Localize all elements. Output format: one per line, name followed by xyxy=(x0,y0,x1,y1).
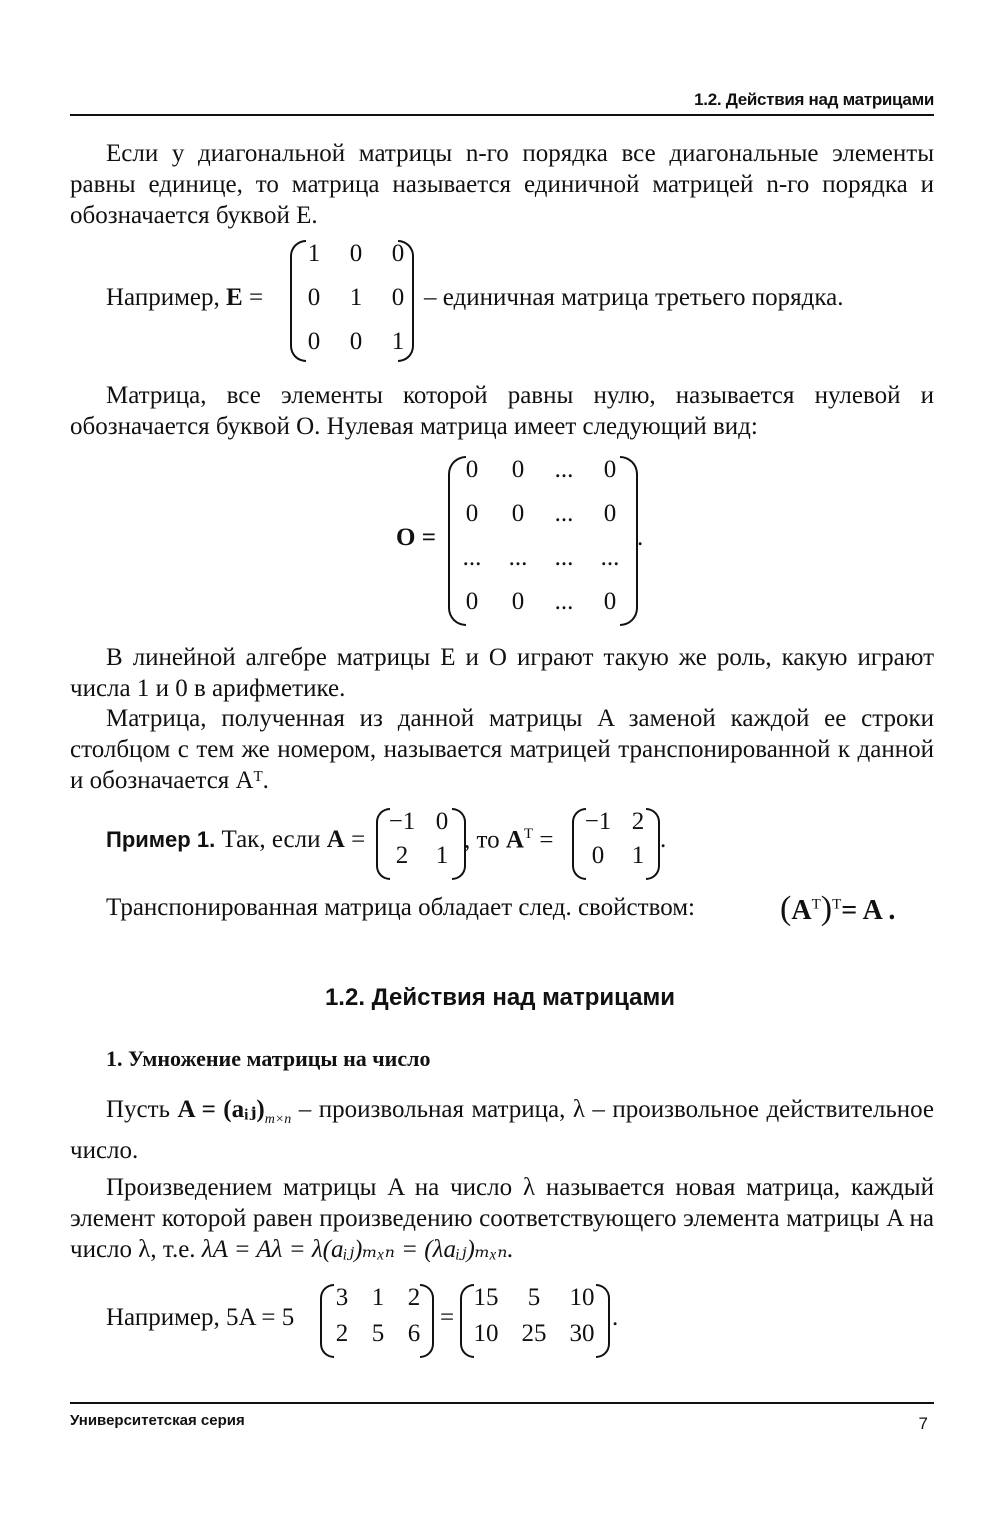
matrix-5a-cell: 2 xyxy=(335,1320,349,1347)
matrix-5a-cell: 6 xyxy=(407,1320,421,1347)
transpose-property: Транспонированная матрица обладает след. свойством: xyxy=(106,894,696,921)
zero-matrix-period: . xyxy=(637,524,644,551)
example1-mid: , то $A^T$ = xyxy=(464,826,554,854)
zero-matrix-cell: ... xyxy=(462,544,482,571)
zero-matrix-cell: 0 xyxy=(511,456,525,483)
zero-matrix-label: O = xyxy=(396,524,436,551)
matrix-5a-cell: 2 xyxy=(407,1284,421,1311)
identity-matrix-cell: 0 xyxy=(391,284,405,311)
zero-matrix-cell: ... xyxy=(554,500,574,527)
running-header: 1.2. Действия над матрицами xyxy=(694,90,934,109)
zero-matrix-cell: 0 xyxy=(603,588,617,615)
identity-matrix-cell: 0 xyxy=(307,328,321,355)
example1-start: Пример 1. Так, если A = xyxy=(106,826,366,853)
paragraph-zero-definition: Матрица, все элементы которой равны нулю, называется нулевой и обозначается буквой O. Нулевая матрица имеет следующий вид: xyxy=(70,382,934,440)
identity-matrix-cell: 0 xyxy=(349,328,363,355)
zero-matrix-cell: 0 xyxy=(465,456,479,483)
scalar-example-eq: = xyxy=(440,1304,455,1331)
matrix-a-cell: 0 xyxy=(435,808,449,835)
matrix-result-cell: 5 xyxy=(527,1284,541,1311)
matrix-5a-cell: 5 xyxy=(371,1320,385,1347)
zero-matrix-cell: 0 xyxy=(465,500,479,527)
zero-matrix-cell: ... xyxy=(554,588,574,615)
zero-matrix-cell: 0 xyxy=(511,588,525,615)
example-e-prefix: Например, E = xyxy=(106,284,264,311)
paragraph-transpose-definition: Матрица, полученная из данной матрицы A заменой каждой ее строки столбцом с тем же номером, называется матрицей транспонированной к данной и обозначается Aᵀ. xyxy=(70,705,934,794)
matrix-at-cell: 2 xyxy=(631,808,645,835)
matrix-a-cell: 2 xyxy=(395,842,409,869)
header-rule xyxy=(70,114,934,116)
scalar-example-end: . xyxy=(612,1304,619,1331)
identity-matrix-cell: 1 xyxy=(307,240,321,267)
identity-matrix-cell: 1 xyxy=(349,284,363,311)
page-number: 7 xyxy=(918,1414,928,1433)
matrix-a-cell: 1 xyxy=(435,842,449,869)
footer-series: Университетская серия xyxy=(70,1412,245,1429)
matrix-a-cell: −1 xyxy=(388,808,416,835)
zero-matrix-cell: 0 xyxy=(603,456,617,483)
paragraph-identity-definition: Если у диагональной матрицы n-го порядка все диагональные элементы равны единице, то матрица называется единичной матрицей n-го порядка и обозначается буквой E. xyxy=(70,140,934,229)
paragraph-let-a: Пусть $A = (aᵢⱼ)_{m\times n}$ – произвольная матрица, λ – произвольное действительное число. xyxy=(70,1096,935,1164)
footer-rule xyxy=(70,1402,934,1404)
matrix-at-cell: 0 xyxy=(591,842,605,869)
matrix-5a-cell: 3 xyxy=(335,1284,349,1311)
transpose-property-formula: $(A^T)^T= A$ . xyxy=(780,890,896,927)
paragraph-e-o-role: В линейной алгебре матрицы E и O играют такую же роль, какую играют числа 1 и 0 в арифметике. xyxy=(70,644,934,702)
matrix-result-cell: 25 xyxy=(521,1320,547,1347)
identity-matrix-cell: 0 xyxy=(391,240,405,267)
section-heading: 1.2. Действия над матрицами xyxy=(324,984,676,1011)
zero-matrix-cell: 0 xyxy=(465,588,479,615)
matrix-at-cell: 1 xyxy=(631,842,645,869)
zero-matrix-cell: ... xyxy=(554,544,574,571)
zero-matrix-cell: 0 xyxy=(603,500,617,527)
identity-matrix-cell: 1 xyxy=(391,328,405,355)
paragraph-scalar-product: Произведением матрицы A на число λ называется новая матрица, каждый элемент которой равен произведению соответствующего элемента матрицы A на число λ, т.е. λA = Aλ = λ(aᵢⱼ)ₘₓₙ = (λaᵢⱼ)ₘₓₙ. xyxy=(70,1174,934,1263)
zero-matrix-cell: ... xyxy=(600,544,620,571)
zero-matrix-cell: ... xyxy=(508,544,528,571)
example-e-suffix: – единичная матрица третьего порядка. xyxy=(424,284,844,311)
subsection-heading: 1. Умножение матрицы на число xyxy=(106,1046,431,1071)
matrix-5a-cell: 1 xyxy=(371,1284,385,1311)
matrix-result-cell: 10 xyxy=(473,1320,499,1347)
scalar-example-prefix: Например, 5A = 5 xyxy=(106,1304,295,1331)
matrix-result-cell: 15 xyxy=(473,1284,499,1311)
matrix-at-cell: −1 xyxy=(584,808,612,835)
identity-matrix-cell: 0 xyxy=(349,240,363,267)
example1-end: . xyxy=(660,826,667,853)
matrix-result-cell: 10 xyxy=(569,1284,595,1311)
zero-matrix-cell: 0 xyxy=(511,500,525,527)
matrix-result-cell: 30 xyxy=(569,1320,595,1347)
zero-matrix-cell: ... xyxy=(554,456,574,483)
identity-matrix-cell: 0 xyxy=(307,284,321,311)
